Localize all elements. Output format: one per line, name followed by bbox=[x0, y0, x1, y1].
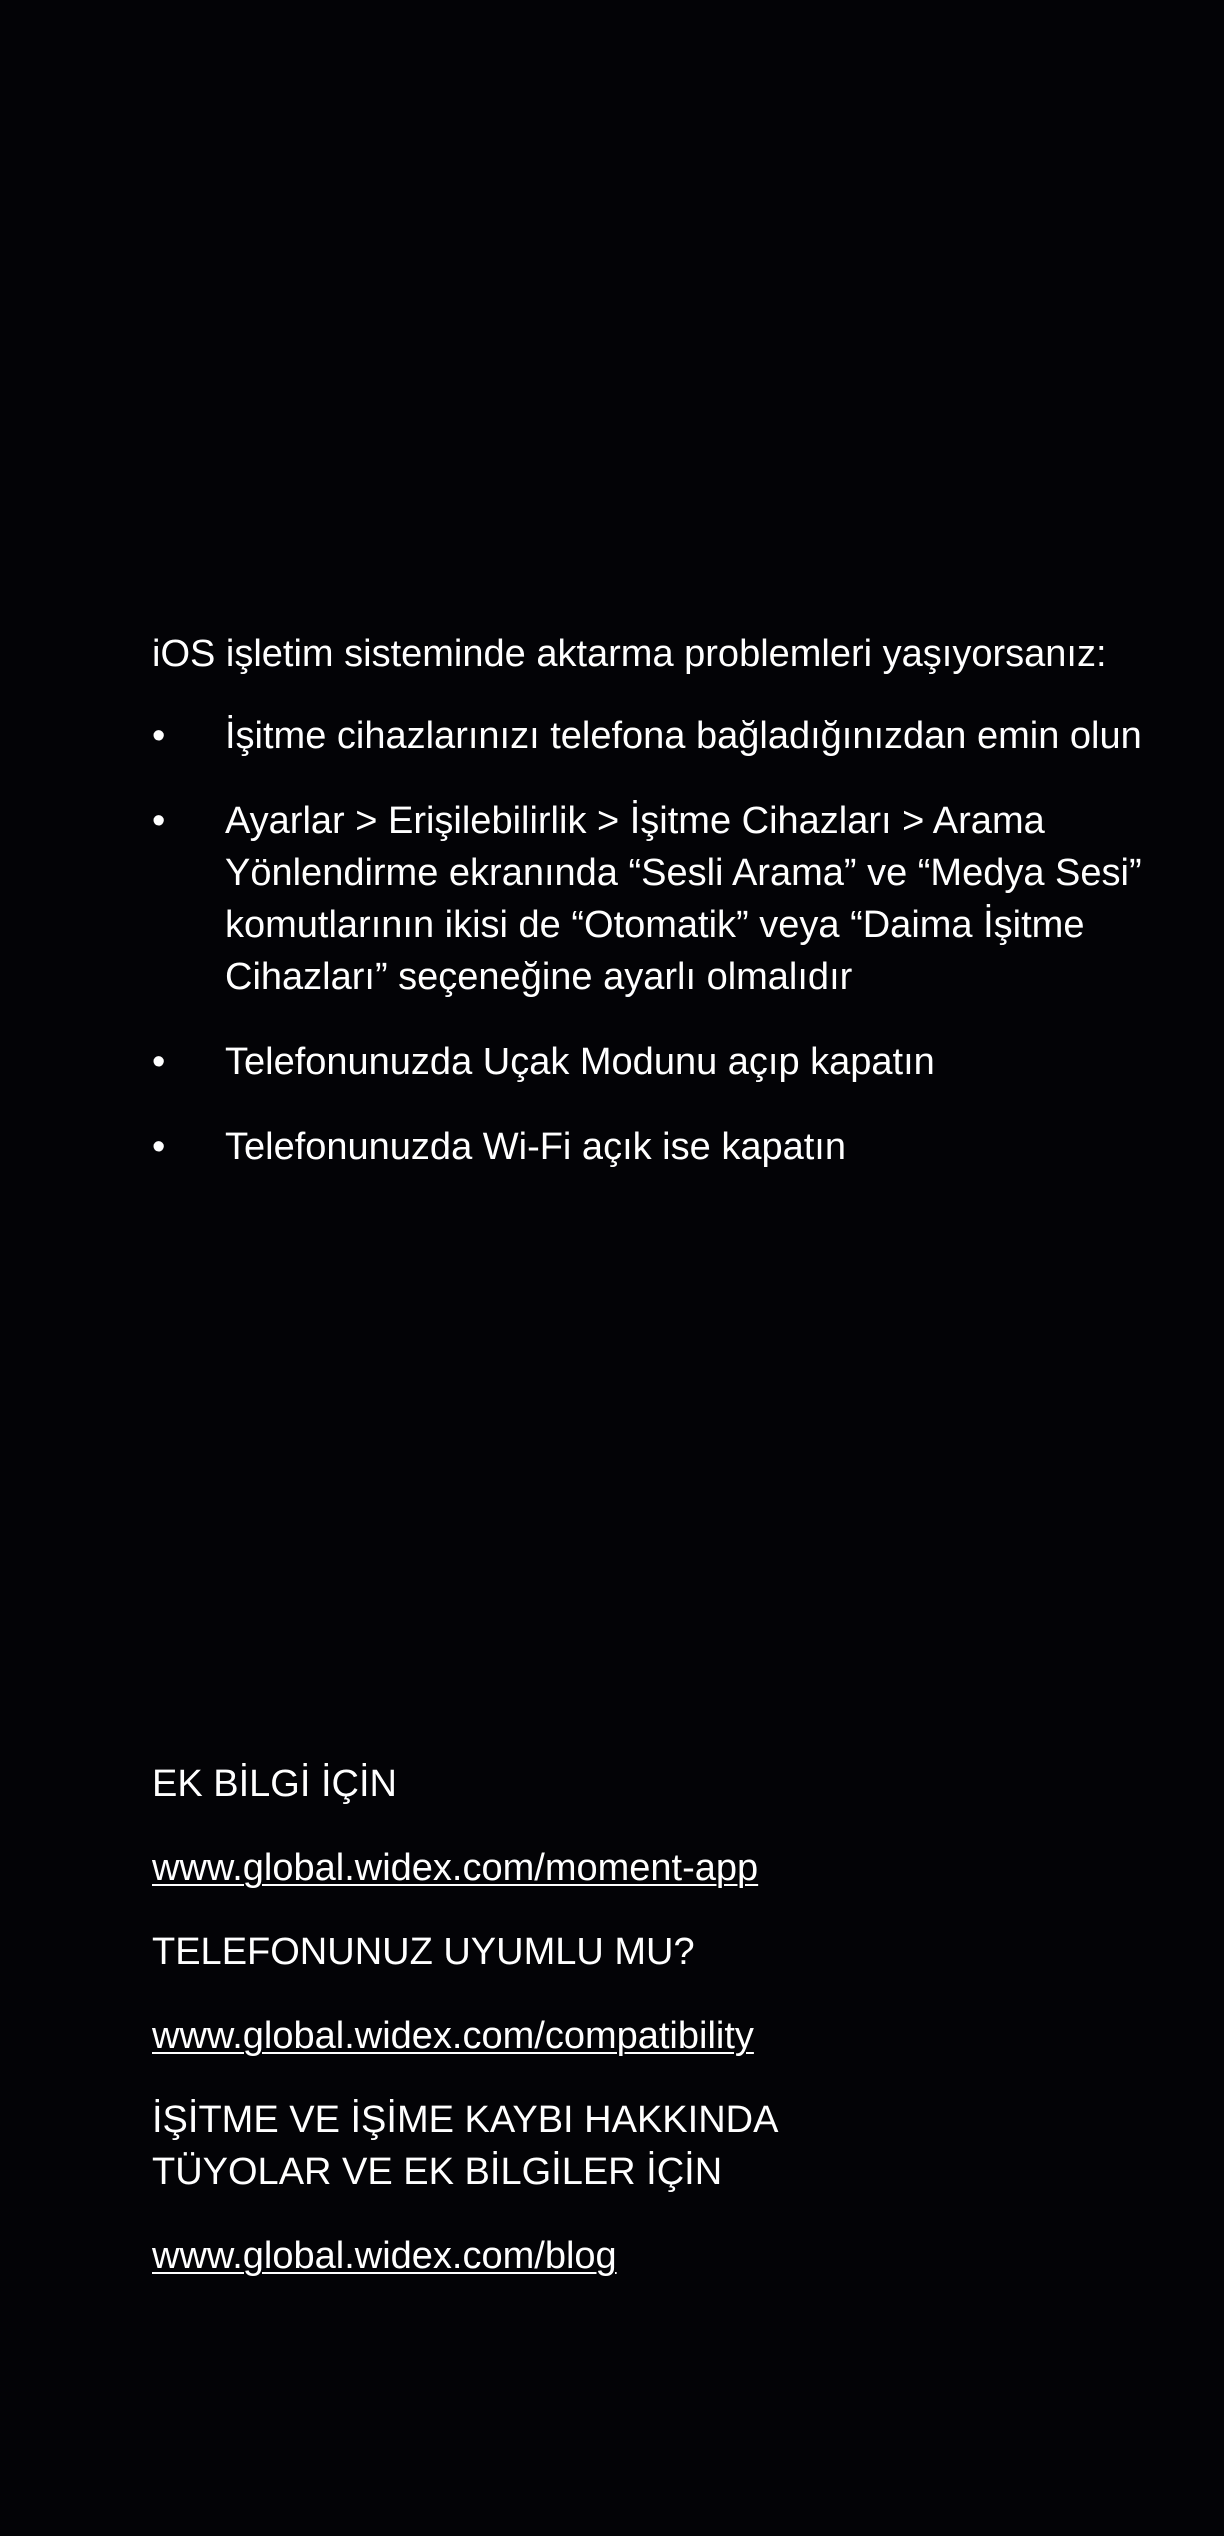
moment-app-link[interactable]: www.global.widex.com/moment-app bbox=[152, 1847, 759, 1889]
tip-text: Ayarlar > Erişilebilirlik > İşitme Cihazları > Arama Yönlendirme ekranında “Sesli Arama” ve “Medya Sesi” komutlarının ikisi de “Otomatik” veya “Daima İşitme Cihazları” seçeneğine ayarlı olmalıdır bbox=[225, 800, 1142, 998]
tips-heading: İŞİTME VE İŞİME KAYBI HAKKINDA TÜYOLAR VE EK BİLGİLER İÇİN bbox=[152, 2099, 779, 2193]
bullet-icon: • bbox=[152, 800, 166, 842]
bullet-icon: • bbox=[152, 1041, 166, 1083]
tip-item-airplane-mode bbox=[152, 1036, 1162, 1088]
tip-text: İşitme cihazlarınızı telefona bağladığınızdan emin olun bbox=[225, 715, 1142, 757]
tip-text: Telefonunuzda Uçak Modunu açıp kapatın bbox=[225, 1041, 935, 1083]
tip-item-settings bbox=[152, 795, 1162, 1003]
tip-item-connect bbox=[152, 710, 1162, 762]
tip-item-wifi bbox=[152, 1121, 1162, 1173]
more-info-section bbox=[152, 1758, 1162, 2314]
ios-troubleshooting-section bbox=[152, 628, 1162, 1206]
blog-link[interactable]: www.global.widex.com/blog bbox=[152, 2235, 617, 2277]
compatibility-heading: TELEFONUNUZ UYUMLU MU? bbox=[152, 1931, 695, 1973]
bullet-icon: • bbox=[152, 1126, 166, 1168]
tips-list bbox=[152, 710, 1162, 1173]
compatibility-link[interactable]: www.global.widex.com/compatibility bbox=[152, 2015, 754, 2057]
more-info-heading: EK BİLGİ İÇİN bbox=[152, 1763, 397, 1805]
ios-intro-text: iOS işletim sisteminde aktarma problemleri yaşıyorsanız: bbox=[152, 633, 1107, 675]
tip-text: Telefonunuzda Wi-Fi açık ise kapatın bbox=[225, 1126, 846, 1168]
bullet-icon: • bbox=[152, 715, 166, 757]
